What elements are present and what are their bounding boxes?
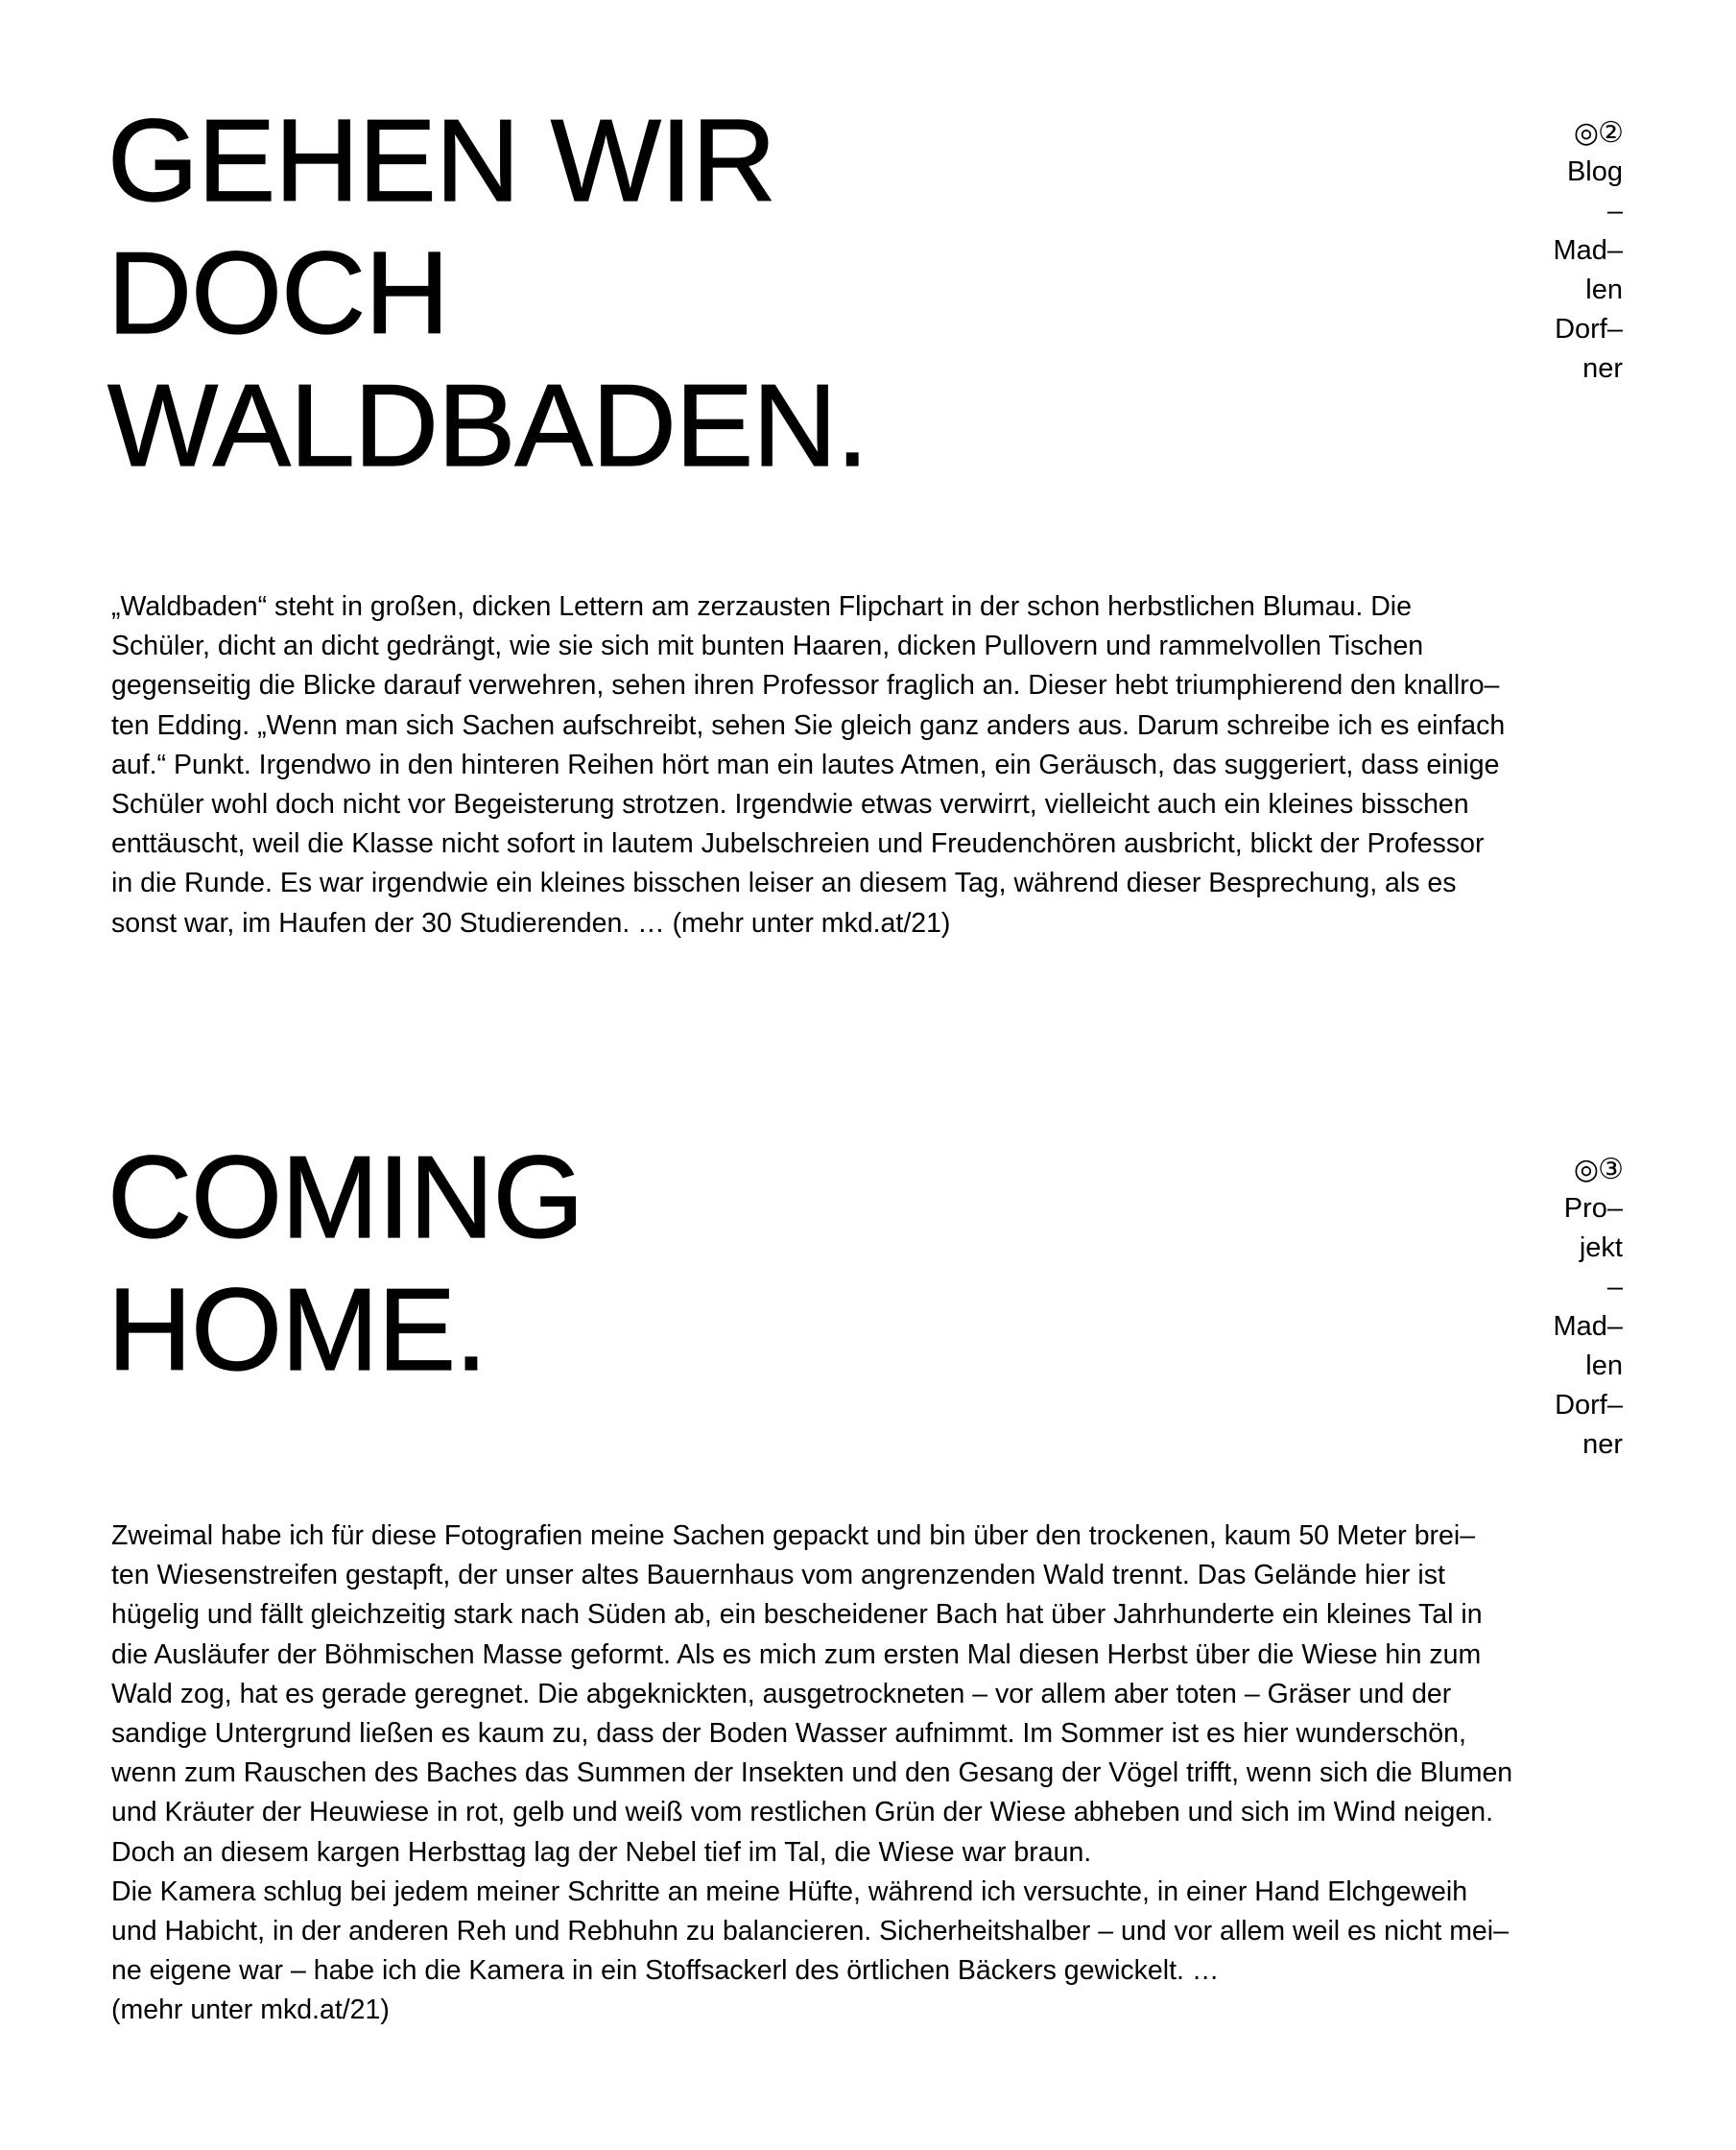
body-line: sonst war, im Haufen der 30 Studierenden. … (mehr unter mkd.at/21) — [111, 907, 951, 939]
meta-line: Blog — [1566, 156, 1623, 187]
section-number: ◎② — [1573, 117, 1623, 149]
body-line: sandige Untergrund ließen es kaum zu, dass der Boden Wasser aufnimmt. Im Sommer ist es hier wunderschön, — [111, 1718, 1466, 1750]
meta-line: ner — [1582, 353, 1623, 384]
blog-body-text — [111, 587, 1628, 944]
meta-line: jekt — [1579, 1232, 1623, 1263]
meta-line: Dorf– — [1555, 1390, 1623, 1421]
blog-meta — [1553, 113, 1623, 389]
body-line: „Waldbaden“ steht in großen, dicken Lettern am zerzausten Flipchart in der schon herbstlichen Blumau. Die — [111, 591, 1412, 622]
meta-line: len — [1585, 275, 1623, 305]
headline-line: HOME. — [107, 1264, 487, 1395]
body-line: gegenseitig die Blicke darauf verwehren, sehen ihren Professor fraglich an. Dieser hebt triumphierend den knallro– — [111, 670, 1500, 702]
body-line: Doch an diesem kargen Herbsttag lag der Nebel tief im Tal, die Wiese war braun. — [111, 1836, 1092, 1868]
body-line: Wald zog, hat es gerade geregnet. Die abgeknickten, ausgetrockneten – vor allem aber toten – Gräser und der — [111, 1678, 1452, 1709]
headline-line: WALDBADEN. — [107, 360, 868, 490]
body-line: ten Edding. „Wenn man sich Sachen aufschreibt, sehen Sie gleich ganz anders aus. Darum schreibe ich es einfach — [111, 709, 1506, 741]
body-line: und Habicht, in der anderen Reh und Rebhuhn zu balancieren. Sicherheitshalber – und vor allem weil es nicht mei– — [111, 1916, 1509, 1947]
body-line: auf.“ Punkt. Irgendwo in den hinteren Reihen hört man ein lautes Atmen, ein Geräusch, das suggeriert, dass einige — [111, 749, 1500, 780]
body-line: und Kräuter der Heuwiese in rot, gelb und weiß vom restlichen Grün der Wiese abheben und sich im Wind neigen. — [111, 1797, 1494, 1828]
headline-line: GEHEN WIR — [107, 95, 775, 226]
body-line: in die Runde. Es war irgendwie ein kleines bisschen leiser an diesem Tag, während dieser Besprechung, als es — [111, 868, 1457, 899]
body-line: Die Kamera schlug bei jedem meiner Schritte an meine Hüfte, während ich versuchte, in einer Hand Elchgeweih — [111, 1875, 1468, 1907]
meta-line: Mad– — [1553, 235, 1623, 266]
body-line: ten Wiesenstreifen gestapft, der unser altes Bauernhaus vom angrenzenden Wald trennt. Das Gelände hier ist — [111, 1560, 1445, 1591]
meta-line: Dorf– — [1555, 314, 1623, 345]
body-line: wenn zum Rauschen des Baches das Summen der Insekten und den Gesang der Vögel trifft, wenn sich die Blumen — [111, 1757, 1513, 1789]
meta-line: ner — [1582, 1429, 1623, 1460]
meta-line: Pro– — [1563, 1193, 1623, 1224]
project-meta — [1553, 1150, 1623, 1465]
section-number: ◎③ — [1573, 1154, 1623, 1185]
body-line: die Ausläufer der Böhmischen Masse geformt. Als es mich zum ersten Mal diesen Herbst über die Wiese hin zum — [111, 1638, 1482, 1670]
body-line: enttäuscht, weil die Klasse nicht sofort in lautem Jubelschreien und Freudenchören ausbricht, blickt der Professor — [111, 828, 1485, 860]
project-headline — [107, 1131, 583, 1396]
meta-line: – — [1606, 196, 1623, 227]
body-line: ne eigene war – habe ich die Kamera in ein Stoffsackerl des örtlichen Bäckers gewickelt. … — [111, 1955, 1220, 1987]
blog-headline — [107, 94, 868, 491]
meta-line: – — [1606, 1272, 1623, 1302]
body-line: Schüler, dicht an dicht gedrängt, wie sie sich mit bunten Haaren, dicken Pullovern und rammelvollen Tischen — [111, 631, 1424, 662]
body-line: Schüler wohl doch nicht vor Begeisterung strotzen. Irgendwie etwas verwirrt, vielleicht auch ein kleines bisschen — [111, 789, 1469, 821]
headline-line: COMING — [107, 1132, 583, 1262]
body-line: hügelig und fällt gleichzeitig stark nach Süden ab, ein bescheidener Bach hat über Jahrhunderte ein kleines Tal in — [111, 1599, 1483, 1631]
body-line: (mehr unter mkd.at/21) — [111, 1995, 390, 2026]
body-line: Zweimal habe ich für diese Fotografien meine Sachen gepackt und bin über den trockenen, kaum 50 Meter brei– — [111, 1520, 1476, 1551]
meta-line: len — [1585, 1350, 1623, 1381]
project-body-text — [111, 1517, 1628, 2031]
meta-line: Mad– — [1553, 1311, 1623, 1342]
headline-line: DOCH — [107, 227, 449, 358]
